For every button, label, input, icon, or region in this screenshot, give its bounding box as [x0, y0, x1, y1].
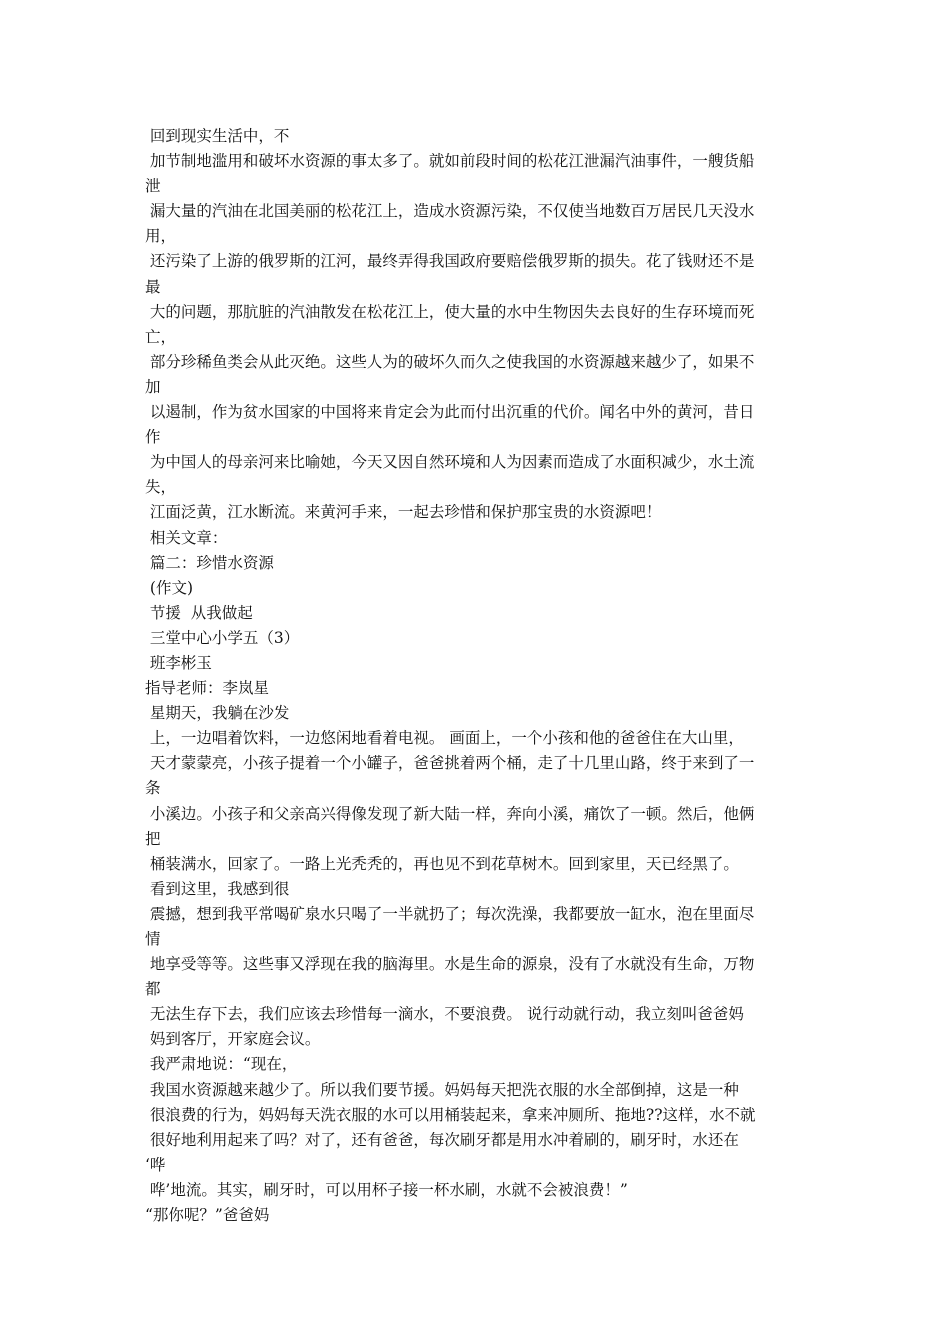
text-line: ‘哗 — [145, 1155, 166, 1174]
text-line: 节援 从我做起 — [145, 603, 253, 622]
text-line: 看到这里，我感到很 — [145, 879, 290, 898]
text-line: 以遏制，作为贫水国家的中国将来肯定会为此而付出沉重的代价。闻名中外的黄河，昔日 — [145, 403, 755, 422]
text-line: 加 — [145, 377, 161, 396]
text-line: 相关文章： — [145, 528, 228, 547]
text-line: 无法生存下去，我们应该去珍惜每一滴水，不要浪费。 说行动就行动，我立刻叫爸爸妈 — [145, 1005, 744, 1024]
text-line: 很好地利用起来了吗？对了，还有爸爸，每次刷牙都是用水冲着刷的，刷牙时，水还在 — [145, 1130, 739, 1149]
text-line: 哗’地流。其实，刷牙时，可以用杯子接一杯水刷，水就不会被浪费！” — [145, 1180, 628, 1199]
text-line: 指导老师：李岚星 — [145, 679, 270, 698]
text-line: 地享受等等。这些事又浮现在我的脑海里。水是生命的源泉，没有了水就没有生命，万物 — [145, 955, 755, 974]
text-line: 我国水资源越来越少了。所以我们要节援。妈妈每天把洗衣服的水全部倒掉，这是一种 — [145, 1080, 739, 1099]
text-line: 作 — [145, 428, 161, 447]
text-line: “那你呢？”爸爸妈 — [145, 1206, 270, 1225]
text-line: 还污染了上游的俄罗斯的江河，最终弄得我国政府要赔偿俄罗斯的损失。花了钱财还不是 — [145, 252, 755, 271]
text-line: 回到现实生活中，不 — [145, 127, 290, 145]
text-line: 为中国人的母亲河来比喻她，今天又因自然环境和人为因素而造成了水面积减少，水土流 — [145, 453, 755, 472]
text-line: (作文) — [145, 578, 194, 597]
text-line: 加节制地滥用和破坏水资源的事太多了。就如前段时间的松花江泄漏汽油事件，一艘货船 — [145, 152, 755, 171]
text-line: 泄 — [145, 177, 161, 196]
text-line: 江面泛黄，江水断流。来黄河手来，一起去珍惜和保护那宝贵的水资源吧！ — [145, 503, 662, 522]
text-line: 都 — [145, 980, 161, 999]
text-line: 亡， — [145, 327, 177, 346]
text-line: 三堂中心小学五（3） — [145, 628, 300, 647]
text-line: 桶装满水，回家了。一路上光秃秃的，再也见不到花草树木。回到家里，天已经黑了。 — [145, 854, 739, 873]
text-line: 情 — [145, 930, 161, 948]
text-line: 条 — [145, 779, 161, 798]
text-line: 漏大量的汽油在北国美丽的松花江上，造成水资源污染，不仅使当地数百万居民几天没水 — [145, 202, 755, 221]
text-line: 妈到客厅，开家庭会议。 — [145, 1030, 321, 1049]
document-body — [145, 124, 810, 1228]
text-line: 星期天，我躺在沙发 — [145, 704, 290, 723]
text-line: 最 — [145, 277, 161, 296]
text-line: 小溪边。小孩子和父亲高兴得像发现了新大陆一样，奔向小溪，痛饮了一顿。然后，他俩 — [145, 804, 755, 823]
text-line: 班李彬玉 — [145, 653, 212, 672]
text-line: 部分珍稀鱼类会从此灭绝。这些人为的破坏久而久之使我国的水资源越来越少了，如果不 — [145, 352, 755, 371]
text-line: 用， — [145, 227, 177, 246]
text-line: 震撼，想到我平常喝矿泉水只喝了一半就扔了；每次洗澡，我都要放一缸水，泡在里面尽 — [145, 904, 755, 923]
text-line: 我严肃地说：“现在， — [145, 1055, 298, 1074]
text-line: 天才蒙蒙亮，小孩子提着一个小罐子，爸爸挑着两个桶，走了十几里山路，终于来到了一 — [145, 754, 755, 773]
text-line: 篇二：珍惜水资源 — [145, 553, 274, 572]
text-line: 很浪费的行为，妈妈每天洗衣服的水可以用桶装起来，拿来冲厕所、拖地??这样，水不就 — [145, 1105, 756, 1124]
text-line: 把 — [145, 829, 161, 848]
text-line: 上，一边唱着饮料，一边悠闲地看着电视。 画面上，一个小孩和他的爸爸住在大山里， — [145, 729, 744, 748]
text-line: 大的问题，那肮脏的汽油散发在松花江上，使大量的水中生物因失去良好的生存环境而死 — [145, 302, 755, 321]
text-line: 失， — [145, 478, 177, 497]
